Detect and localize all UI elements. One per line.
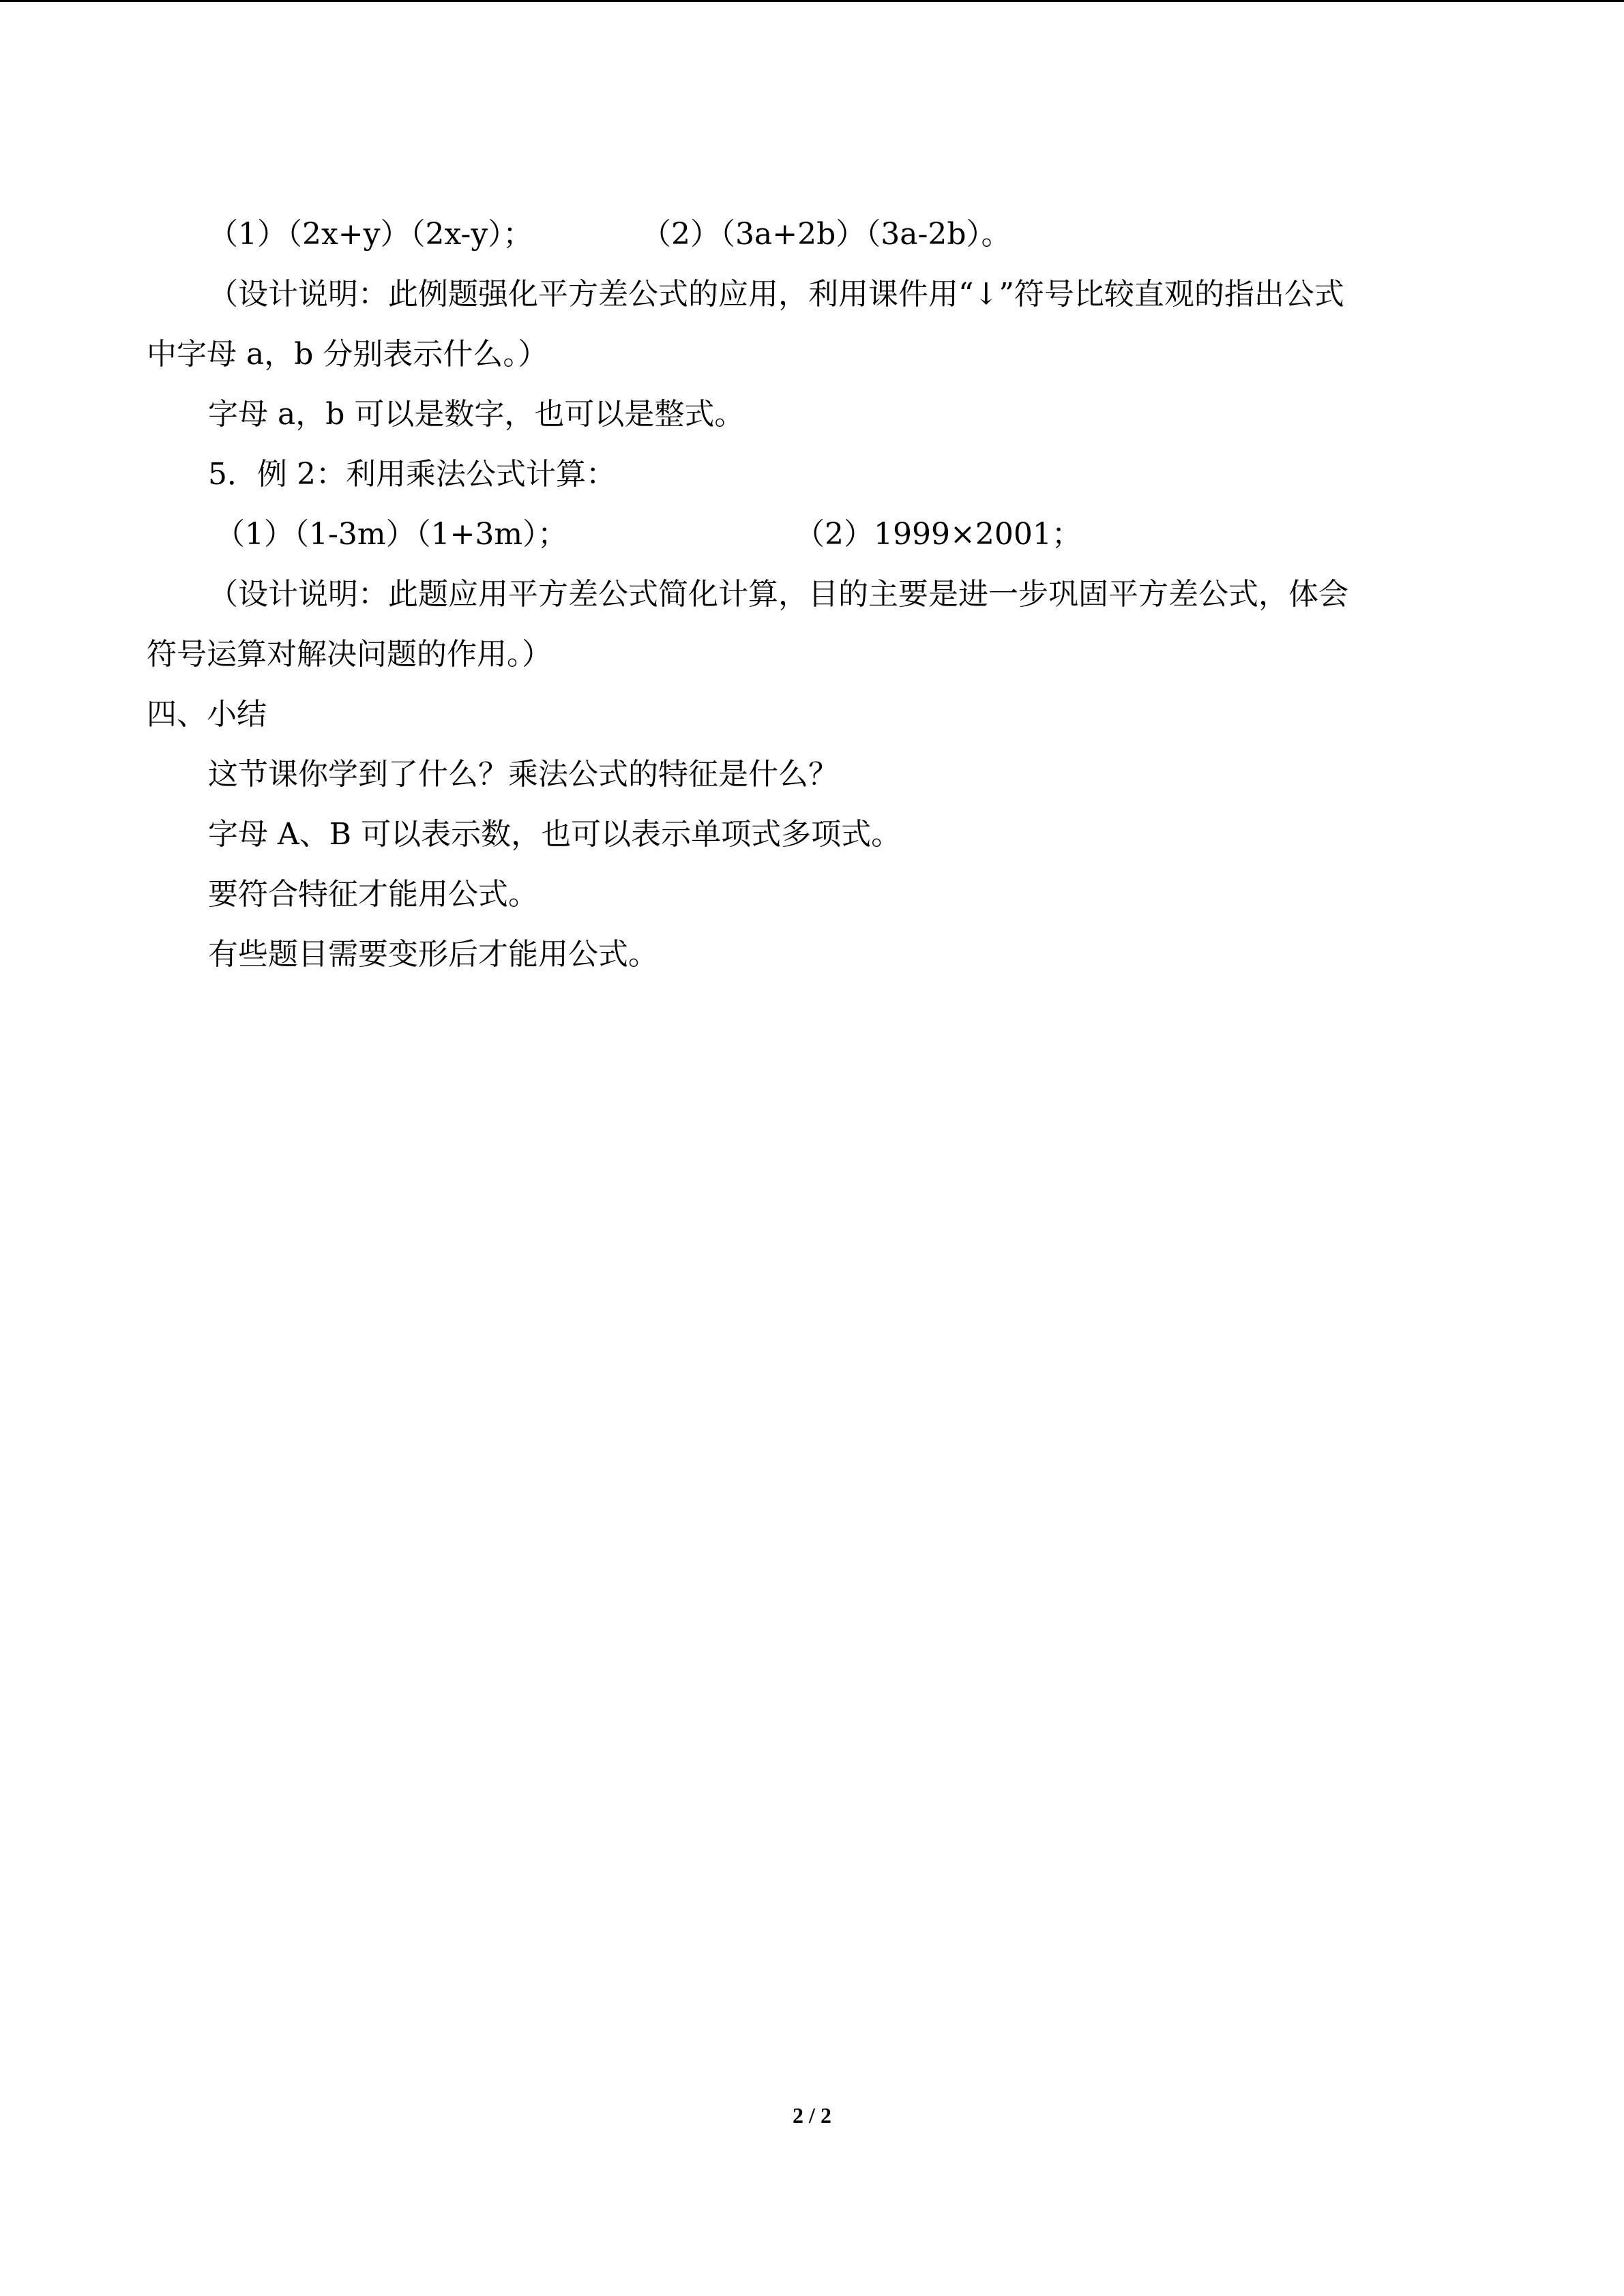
- page-number: 2 / 2: [793, 2103, 831, 2128]
- design-note-1-line2: 中字母 a，b 分别表示什么。）: [147, 337, 548, 372]
- design-note-2-line2: 符号运算对解决问题的作用。）: [147, 637, 552, 672]
- summary-line: 字母 A、B 可以表示数，也可以表示单项式多项式。: [208, 817, 902, 852]
- example1-item2: （2）（3a+2b）（3a-2b）。: [641, 217, 1012, 252]
- summary-line: 要符合特征才能用公式。: [208, 877, 538, 912]
- design-note-1-line1: （设计说明：此例题强化平方差公式的应用，利用课件用“↓”符号比较直观的指出公式: [208, 277, 1344, 312]
- letters-remark: 字母 a，b 可以是数字，也可以是整式。: [208, 397, 745, 432]
- example2-heading: 5．例 2：利用乘法公式计算：: [208, 457, 616, 492]
- example2-item2: （2）1999×2001；: [795, 517, 1082, 552]
- design-note-2-line1: （设计说明：此题应用平方差公式简化计算，目的主要是进一步巩固平方差公式，体会: [208, 577, 1348, 612]
- example2-item1: （1）（1-3m）（1+3m）；: [215, 517, 568, 552]
- summary-line: 这节课你学到了什么？乘法公式的特征是什么？: [208, 757, 838, 792]
- example1-item1: （1）（2x+y）（2x-y）；: [208, 217, 533, 252]
- summary-line: 有些题目需要变形后才能用公式。: [208, 937, 658, 972]
- section-heading-summary: 四、小结: [147, 697, 267, 732]
